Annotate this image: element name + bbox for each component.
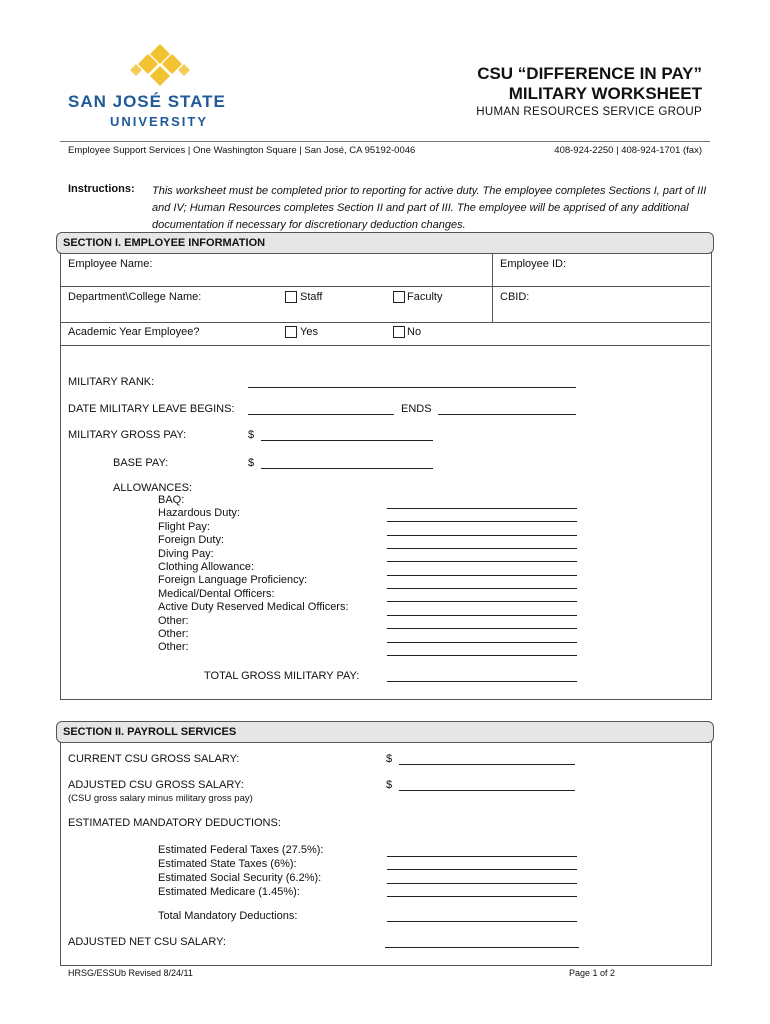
deduction-field[interactable] <box>387 856 577 857</box>
total-deductions-label: Total Mandatory Deductions: <box>158 910 298 922</box>
university-logo <box>130 44 190 86</box>
leave-begins-label: DATE MILITARY LEAVE BEGINS: <box>68 403 235 415</box>
allowance-item: Other: <box>158 641 189 654</box>
allowance-field[interactable] <box>387 548 577 549</box>
no-label: No <box>407 326 422 338</box>
logo-mark-icon <box>130 44 190 86</box>
document-subtitle: HUMAN RESOURCES SERVICE GROUP <box>476 106 702 118</box>
deduction-item: Estimated Social Security (6.2%): <box>158 872 322 884</box>
faculty-label: Faculty <box>407 291 443 303</box>
allowance-item: Foreign Language Proficiency: <box>158 574 308 587</box>
section2-heading: SECTION II. PAYROLL SERVICES <box>56 721 714 743</box>
allowance-item: Foreign Duty: <box>158 534 225 547</box>
allowance-item: Other: <box>158 614 189 627</box>
logo-text-line2: UNIVERSITY <box>110 114 209 129</box>
page-number: Page 1 of 2 <box>568 968 615 978</box>
net-salary-label: ADJUSTED NET CSU SALARY: <box>68 936 226 948</box>
allowance-item: Diving Pay: <box>158 547 214 560</box>
leave-ends-field[interactable] <box>438 414 576 415</box>
dollar-sign: $ <box>248 429 255 441</box>
allowance-item: Active Duty Reserved Medical Officers: <box>158 601 349 614</box>
military-rank-label: MILITARY RANK: <box>68 376 155 388</box>
allowance-field[interactable] <box>387 601 577 602</box>
no-checkbox[interactable] <box>393 326 405 338</box>
military-rank-field[interactable] <box>248 387 576 388</box>
adjusted-salary-field[interactable] <box>399 790 575 791</box>
dollar-sign: $ <box>248 457 255 469</box>
allowance-field[interactable] <box>387 642 577 643</box>
address-line: Employee Support Services | One Washington Square | San José, CA 95192-0046 <box>68 145 416 156</box>
allowance-field[interactable] <box>387 508 577 509</box>
employee-id-label: Employee ID: <box>500 258 567 270</box>
department-label: Department\College Name: <box>68 291 202 303</box>
current-salary-field[interactable] <box>399 764 575 765</box>
yes-checkbox[interactable] <box>285 326 297 338</box>
allowance-item: Flight Pay: <box>158 520 210 533</box>
allowance-item: Clothing Allowance: <box>158 561 255 574</box>
phone-line: 408-924-2250 | 408-924-1701 (fax) <box>554 145 702 156</box>
allowance-field[interactable] <box>387 588 577 589</box>
yes-label: Yes <box>300 326 318 338</box>
allowance-field[interactable] <box>387 655 577 656</box>
allowances-list <box>158 494 349 655</box>
adjusted-salary-note: (CSU gross salary minus military gross pay) <box>68 793 253 804</box>
section1-heading: SECTION I. EMPLOYEE INFORMATION <box>56 232 714 254</box>
deduction-field[interactable] <box>387 883 577 884</box>
gross-pay-label: MILITARY GROSS PAY: <box>68 429 187 441</box>
allowance-item: Hazardous Duty: <box>158 507 240 520</box>
allowance-field[interactable] <box>387 561 577 562</box>
allowance-item: BAQ: <box>158 494 185 506</box>
deduction-item: Estimated State Taxes (6%): <box>158 858 297 870</box>
row-divider <box>60 286 710 287</box>
leave-ends-label: ENDS <box>401 403 432 415</box>
est-deductions-label: ESTIMATED MANDATORY DEDUCTIONS: <box>68 817 281 829</box>
total-deductions-field[interactable] <box>387 921 577 922</box>
allowance-field[interactable] <box>387 615 577 616</box>
deduction-item: Estimated Medicare (1.45%): <box>158 886 300 898</box>
adjusted-salary-label: ADJUSTED CSU GROSS SALARY: <box>68 779 244 791</box>
row-divider <box>60 322 710 323</box>
net-salary-field[interactable] <box>385 947 579 948</box>
deduction-field[interactable] <box>387 869 577 870</box>
gross-pay-field[interactable] <box>261 440 433 441</box>
allowance-field[interactable] <box>387 628 577 629</box>
cbid-label: CBID: <box>500 291 530 303</box>
allowances-label: ALLOWANCES: <box>113 482 193 494</box>
document-title-line2: MILITARY WORKSHEET <box>508 84 702 103</box>
dollar-sign: $ <box>386 753 393 765</box>
instructions-text: This worksheet must be completed prior to reporting for active duty. The employee completes Sections I, part of III and IV; Human Resources completes Section II and part of III. The employee will be apprised of any additional documentation if necessary for discretionary deduction changes. <box>152 185 707 231</box>
base-pay-label: BASE PAY: <box>113 457 169 469</box>
allowance-field[interactable] <box>387 521 577 522</box>
academic-year-label: Academic Year Employee? <box>68 326 200 338</box>
document-title-line1: CSU “DIFFERENCE IN PAY” <box>477 64 702 83</box>
faculty-checkbox[interactable] <box>393 291 405 303</box>
allowance-item: Other: <box>158 628 189 641</box>
current-salary-label: CURRENT CSU GROSS SALARY: <box>68 753 240 765</box>
column-divider <box>492 254 493 322</box>
deduction-field[interactable] <box>387 896 577 897</box>
allowance-field[interactable] <box>387 535 577 536</box>
allowance-item: Medical/Dental Officers: <box>158 587 275 600</box>
deductions-list <box>158 843 323 899</box>
total-gross-field[interactable] <box>387 681 577 682</box>
staff-checkbox[interactable] <box>285 291 297 303</box>
leave-begins-field[interactable] <box>248 414 394 415</box>
total-gross-label: TOTAL GROSS MILITARY PAY: <box>204 670 360 682</box>
allowance-field[interactable] <box>387 575 577 576</box>
deduction-item: Estimated Federal Taxes (27.5%): <box>158 844 324 856</box>
logo-text-line1: SAN JOSÉ STATE <box>68 92 226 111</box>
employee-name-label: Employee Name: <box>68 258 153 270</box>
header-rule <box>60 141 710 142</box>
instructions-label: Instructions: <box>68 183 135 195</box>
dollar-sign: $ <box>386 779 393 791</box>
base-pay-field[interactable] <box>261 468 433 469</box>
row-divider <box>60 345 710 346</box>
staff-label: Staff <box>300 291 323 303</box>
revision-note: HRSG/ESSUb Revised 8/24/11 <box>68 968 193 978</box>
